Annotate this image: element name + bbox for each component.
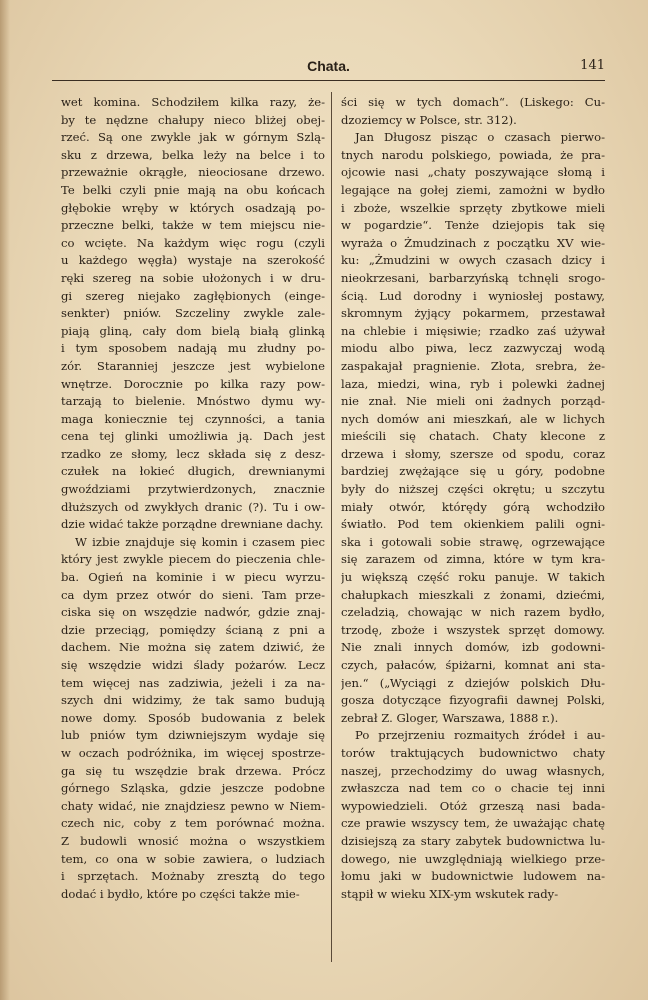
text-line: stąpił w wieku XIX-ym wskutek rady- xyxy=(341,886,559,901)
text-line: dzoziemcy w Polsce, str. 312). xyxy=(341,112,517,127)
text-line: skromnym żyjący pokarmem, przestawał xyxy=(341,306,605,321)
text-line: zaspakajał pragnienie. Złota, srebra, że- xyxy=(341,358,605,373)
text-line: wyraża o Żmudzinach z początku XV wie- xyxy=(341,235,605,250)
text-line: który jest zwykle piecem do pieczenia chle- xyxy=(61,552,325,567)
text-line: Nie znali innych domów, izb godowni- xyxy=(341,640,605,655)
text-line: były do niższej części okrętu; u szczytu xyxy=(341,482,605,497)
text-line: naszej, przechodzimy do uwag własnych, xyxy=(341,763,605,778)
text-line: laza, miedzi, wina, ryb i polewki żadnej xyxy=(341,376,605,391)
text-line: ska i gotowali sobie strawę, ogrzewające xyxy=(341,534,605,549)
text-line: mieścili się chatach. Chaty klecone z xyxy=(341,429,605,444)
text-line: ścią. Lud dorodny i wyniosłej postawy, xyxy=(341,288,605,303)
text-line: się zarazem od zimna, które w tym kra- xyxy=(341,552,605,567)
text-line: tarzają to bielenie. Mnóstwo dymu wy- xyxy=(61,394,325,409)
text-line: miały otwór, którędy górą wchodziło xyxy=(341,499,605,514)
text-line: gi szereg niejako zagłębionych (einge- xyxy=(61,288,325,303)
text-line: ga się tu wszędzie brak drzewa. Prócz xyxy=(61,763,325,778)
text-line: zebrał Z. Gloger, Warszawa, 1888 r.). xyxy=(341,710,559,725)
text-line: i sprzętach. Możnaby zresztą do tego xyxy=(61,869,325,884)
text-line: na chlebie i mięsiwie; rzadko zaś używał xyxy=(341,323,605,338)
text-line: cze prawie wszyscy tem, że uważając chatę xyxy=(341,816,605,831)
text-line: sku z drzewa, belka leży na belce i to xyxy=(61,147,325,162)
text-line: lub pniów tym dziwniejszym wydaje się xyxy=(61,728,325,743)
text-line: nych domów ani mieszkań, ale w lichych xyxy=(341,411,605,426)
text-line: miodu albo piwa, lecz zazwyczaj wodą xyxy=(341,341,605,356)
text-line: w oczach podróżnika, im więcej spostrze- xyxy=(61,745,325,760)
text-line: Z budowli wnosić można o wszystkiem xyxy=(61,833,325,848)
text-line: co wcięte. Na każdym więc rogu (czyli xyxy=(61,235,325,250)
text-line: tnych narodu polskiego, powiada, że pra- xyxy=(341,147,605,162)
text-line: wnętrze. Dorocznie po kilka razy pow- xyxy=(61,376,325,391)
text-line: zwłaszcza nad tem co o chacie tej inni xyxy=(341,781,605,796)
text-line: czułek na łokieć długich, drewnianymi xyxy=(61,464,325,479)
text-line: bardziej zwężające się u góry, podobne xyxy=(341,464,605,479)
text-line: w pogardzie“. Tenże dziejopis tak się xyxy=(341,218,605,233)
text-line: zór. Staranniej jeszcze jest wybielone xyxy=(61,358,325,373)
text-line: się wszędzie widzi ślady pożarów. Lecz xyxy=(61,658,325,672)
text-line: ca dym przez otwór do sieni. Tam prze- xyxy=(61,587,325,602)
text-line: rzadko ze słomy, lecz składa się z desz- xyxy=(61,446,325,461)
text-line: dowego, nie uwzględniają wielkiego prze- xyxy=(341,851,605,866)
text-line: by te nędzne chałupy nieco bliżej obej- xyxy=(61,112,325,127)
text-line: legające na gołej ziemi, zamożni w bydło xyxy=(341,182,605,197)
text-line: chałupkach mieszkali z żonami, dziećmi, xyxy=(341,587,605,602)
text-line: przeczne belki, także w tem miejscu nie- xyxy=(61,218,325,233)
text-line: ciska się on wszędzie nadwór, gdzie znaj- xyxy=(61,605,325,620)
text-line: głębokie wręby w których osadzają po- xyxy=(61,200,325,215)
text-line: piają gliną, cały dom bielą białą glinką xyxy=(61,323,325,338)
running-head xyxy=(52,58,605,80)
text-line: nowe domy. Sposób budowania z belek xyxy=(61,710,325,725)
text-line: dłuższych od zwykłych dranic (?). Tu i ow- xyxy=(61,499,325,514)
text-line: wet komina. Schodziłem kilka razy, że- xyxy=(61,95,325,109)
text-line: gwoździami przytwierdzonych, znacznie xyxy=(61,482,325,497)
text-line: Jan Długosz pisząc o czasach pierwo- xyxy=(355,130,605,145)
text-line: cena tej glinki umożliwia ją. Dach jest xyxy=(61,429,325,444)
text-line: ojcowie nasi „chaty poszywające słomą i xyxy=(341,165,605,180)
text-line: maga koniecznie tej czynności, a tania xyxy=(61,411,325,426)
text-line: u każdego węgła) wystaje na szerokość xyxy=(61,253,325,268)
chapter-title: Chata. xyxy=(307,58,350,74)
text-line: górnego Szląska, gdzie jeszcze podobne xyxy=(61,781,325,796)
text-line: czych, pałaców, śpiżarni, komnat ani sta- xyxy=(341,658,605,672)
text-line: dzisiejszą za stary zabytek budownictwa lu- xyxy=(341,833,605,848)
text-line: ju większą część roku panuje. W takich xyxy=(341,570,605,585)
text-line: dodać i bydło, które po części także mie- xyxy=(61,886,300,901)
text-line: drzewa i słomy, szersze od spodu, coraz xyxy=(341,446,605,461)
text-line: ku: „Żmudzini w owych czasach dzicy i xyxy=(341,253,605,268)
text-line: W izbie znajduje się komin i czasem piec xyxy=(75,534,325,549)
header-rule xyxy=(52,80,605,81)
text-line: tem więcej nas zadziwia, jeżeli i za na- xyxy=(61,675,325,690)
text-line: czech nic, coby z tem porównać można. xyxy=(61,816,325,831)
text-line: czeladzią, chowając w nich razem bydło, xyxy=(341,605,605,620)
text-line: dachem. Nie można się zatem dziwić, że xyxy=(61,640,325,655)
text-line: ści się w tych domach“. (Liskego: Cu- xyxy=(341,95,605,109)
text-line: Te belki czyli pnie mają na obu końcach xyxy=(61,182,325,197)
text-line: przeważnie okrągłe, nieociosane drzewo. xyxy=(61,165,325,180)
text-line: ręki szereg na sobie ułożonych i w dru- xyxy=(61,270,325,285)
left-text-column xyxy=(61,94,325,964)
text-line: Po przejrzeniu rozmaitych źródeł i au- xyxy=(355,728,605,743)
text-line: ba. Ogień na kominie i w piecu wyrzu- xyxy=(61,570,325,585)
text-line: wypowiedzieli. Otóż grzeszą nasi bada- xyxy=(341,798,605,813)
text-line: jen.“ („Wyciągi z dziejów polskich Dłu- xyxy=(341,675,605,690)
text-line: gosza dotyczące fizyografii dawnej Polski, xyxy=(341,693,605,708)
text-line: rzeć. Są one zwykle jak w górnym Szlą- xyxy=(61,130,325,145)
column-divider xyxy=(331,92,332,962)
text-line: chaty widać, nie znajdziesz pewno w Niem- xyxy=(61,798,325,813)
text-line: światło. Pod tem okienkiem palili ogni- xyxy=(341,517,605,532)
right-text-column xyxy=(341,94,605,964)
text-line: nie znał. Nie mieli oni żadnych porząd- xyxy=(341,394,605,409)
text-line: tem, co ona w sobie zawiera, o ludziach xyxy=(61,851,325,866)
text-line: senkter) pniów. Szczeliny zwykle zale- xyxy=(61,306,325,321)
text-line: torów traktujących budownictwo chaty xyxy=(341,745,605,760)
text-line: dzie przeciąg, pomiędzy ścianą z pni a xyxy=(61,622,325,637)
text-line: szych dni widzimy, że tak samo budują xyxy=(61,693,325,708)
text-line: nieokrzesani, barbarzyńską tchnęli srogo- xyxy=(341,270,605,285)
text-line: dzie widać także porządne drewniane dachy. xyxy=(61,517,324,532)
text-line: i tym sposobem nadają mu złudny po- xyxy=(61,341,325,356)
text-line: i zboże, wszelkie sprzęty zbytkowe mieli xyxy=(341,200,605,215)
text-line: łomu jaki w budownictwie ludowem na- xyxy=(341,869,605,884)
page-number: 141 xyxy=(580,58,605,73)
text-line: trzodę, zboże i wszystek sprzęt domowy. xyxy=(341,622,605,637)
